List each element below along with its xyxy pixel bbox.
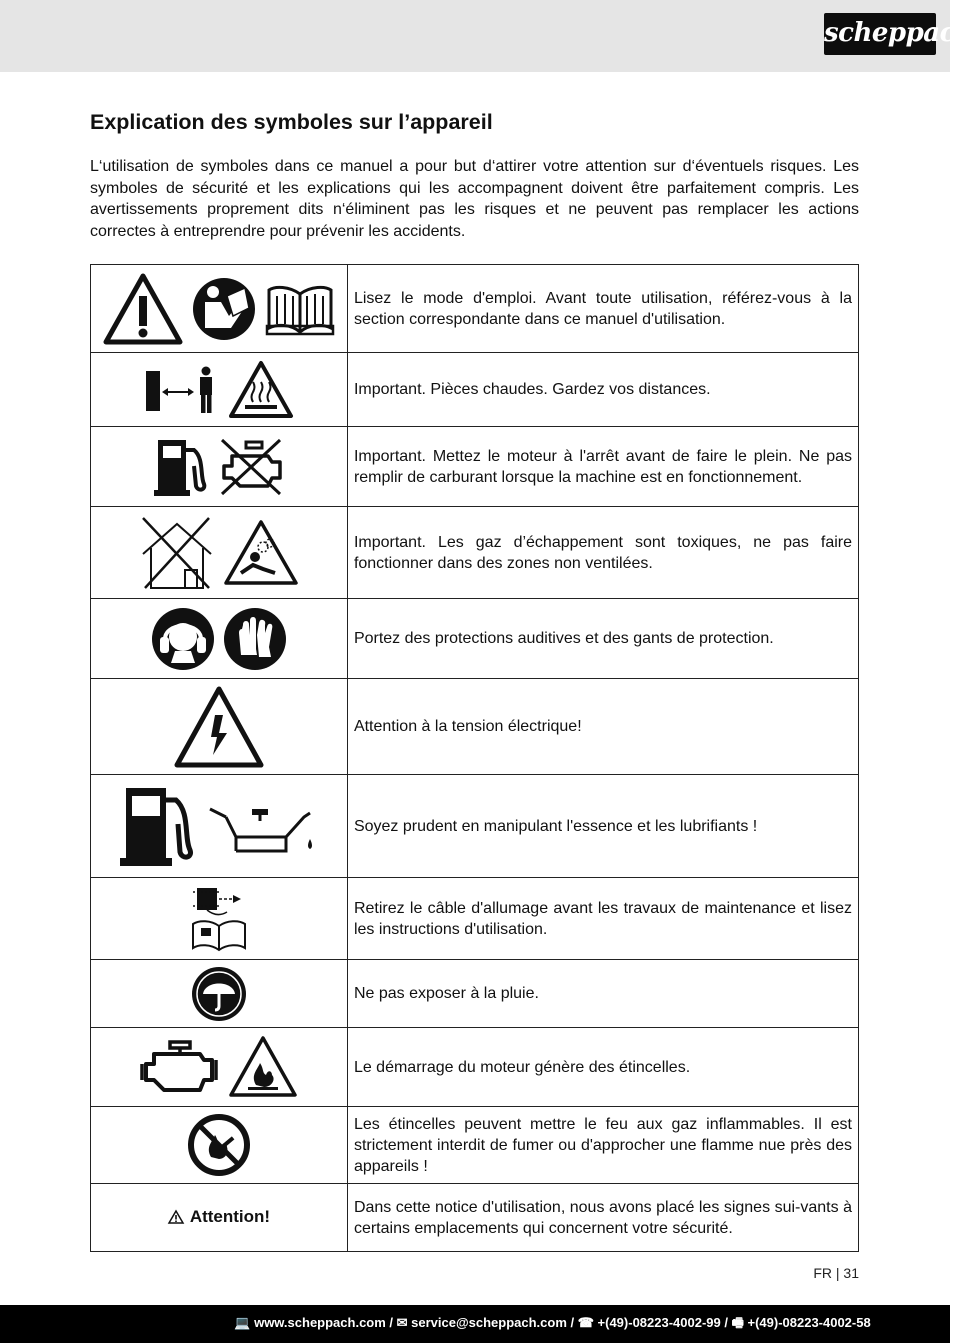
icon-cell xyxy=(91,353,348,427)
text-cell: Le démarrage du moteur génère des étincelles. xyxy=(347,1028,858,1107)
symbols-table xyxy=(90,264,859,1252)
fuel-pump-icon xyxy=(120,784,198,868)
table-row xyxy=(91,775,859,878)
page-number: FR | 31 xyxy=(813,1265,859,1281)
table-row xyxy=(91,599,859,679)
icon-cell xyxy=(91,265,348,353)
icon-cell xyxy=(91,960,348,1028)
text-cell: Soyez prudent en manipulant l'essence et les lubrifiants ! xyxy=(347,775,858,878)
table-row xyxy=(91,427,859,507)
table-row xyxy=(91,353,859,427)
engine-icon xyxy=(140,1040,220,1094)
text-cell: Dans cette notice d'utilisation, nous avons placé les signes sui-vants à certains emplacements qui concernent votre sécurité. xyxy=(347,1184,858,1252)
icon-cell xyxy=(91,775,348,878)
text-cell: Attention à la tension électrique! xyxy=(347,679,858,775)
attention-label xyxy=(168,1207,270,1227)
electric-shock-warning-icon xyxy=(173,685,265,769)
hot-surface-warning-icon xyxy=(228,360,294,420)
brand-logo: scheppach xyxy=(824,13,936,55)
spark-plug-manual-icon xyxy=(191,884,247,954)
attention-text: Attention! xyxy=(189,1206,271,1226)
fuel-pump-icon xyxy=(154,436,210,498)
icon-cell xyxy=(91,427,348,507)
text-cell: Portez des protections auditives et des gants de protection. xyxy=(347,599,858,679)
oil-can-icon xyxy=(206,791,318,861)
ear-protection-icon xyxy=(151,607,215,671)
footer-contact: 💻 www.scheppach.com / ✉ service@scheppach.com / ☎ +(49)-08223-4002-99 / 🖷 +(49)-08223-4002-58 xyxy=(234,1315,871,1330)
icon-cell xyxy=(91,679,348,775)
table-row xyxy=(91,265,859,353)
intro-text: L‘utilisation de symboles dans ce manuel a pour but d‘attirer votre attention sur d‘éventuels risques. Les symboles de sécurité et les explications qui les accompagnent doivent être parfaitement compris. Les avertissements proprement dits n‘éliminent pas les risques et ne peuvent pas remplacer les actions correctes à entreprendre pour prévenir les accidents. xyxy=(90,158,859,240)
icon-cell xyxy=(91,1028,348,1107)
fire-warning-icon xyxy=(228,1035,298,1099)
icon-cell xyxy=(91,599,348,679)
text-cell: Important. Les gaz d’échappement sont toxiques, ne pas faire fonctionner dans des zones non ventilées. xyxy=(347,507,858,599)
table-row xyxy=(91,507,859,599)
read-manual-icon xyxy=(191,276,257,342)
table-row xyxy=(91,960,859,1028)
text-cell: Important. Pièces chaudes. Gardez vos distances. xyxy=(347,353,858,427)
umbrella-keep-dry-icon xyxy=(191,966,247,1022)
icon-cell xyxy=(91,878,348,960)
text-cell: Lisez le mode d'emploi. Avant toute utilisation, référez-vous à la section correspondante dans ce manuel d'utilisation. xyxy=(347,265,858,353)
table-row xyxy=(91,878,859,960)
text-cell: Les étincelles peuvent mettre le feu aux gaz inflammables. Il est strictement interdit de fumer ou d'approcher une flamme nue près des appareils ! xyxy=(347,1107,858,1184)
no-open-flame-icon xyxy=(187,1113,251,1177)
text-cell: Retirez le câble d'allumage avant les travaux de maintenance et lisez les instructions d'utilisation. xyxy=(347,878,858,960)
engine-off-crossed-icon xyxy=(218,436,284,498)
house-crossed-icon xyxy=(139,514,215,592)
table-row xyxy=(91,1184,859,1252)
table-row xyxy=(91,679,859,775)
text-cell: Ne pas exposer à la pluie. xyxy=(347,960,858,1028)
table-row xyxy=(91,1028,859,1107)
table-row xyxy=(91,1107,859,1184)
footer-band xyxy=(0,1305,950,1343)
icon-cell xyxy=(91,1184,348,1252)
page-title: Explication des symboles sur l’appareil xyxy=(90,110,493,134)
warning-exclamation-icon xyxy=(103,272,183,346)
warning-triangle-icon xyxy=(168,1210,184,1224)
open-book-icon xyxy=(265,282,335,336)
text-cell: Important. Mettez le moteur à l'arrêt avant de faire le plein. Ne pas remplir de carburant lorsque la machine est en fonctionnement. xyxy=(347,427,858,507)
toxic-fumes-warning-icon xyxy=(223,519,299,587)
gloves-icon xyxy=(223,607,287,671)
intro-paragraph xyxy=(90,156,859,242)
icon-cell xyxy=(91,507,348,599)
keep-distance-icon xyxy=(144,365,220,415)
header-band xyxy=(0,0,950,72)
icon-cell xyxy=(91,1107,348,1184)
